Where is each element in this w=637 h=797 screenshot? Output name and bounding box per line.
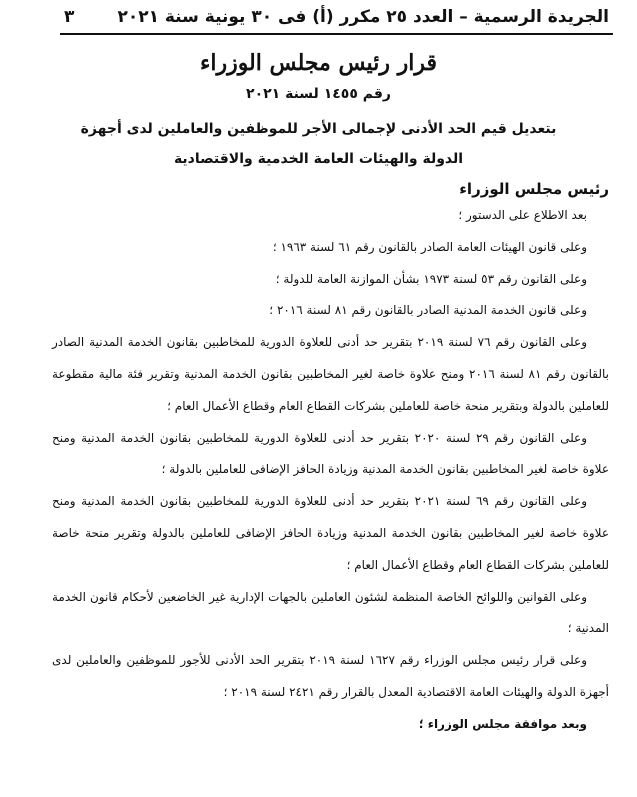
page-number: ٣ <box>64 7 75 27</box>
preamble-body <box>52 200 609 741</box>
preamble-closing: وبعد موافقة مجلس الوزراء ؛ <box>418 716 587 731</box>
preamble-paragraph: وعلى القانون رقم ٢٩ لسنة ٢٠٢٠ بتقرير حد أدنى للعلاوة الدورية للمخاطبين بقانون الخدمة المدنية ومنح علاوة خاصة لغير المخاطبين بقانون الخدمة المدنية وزيادة الحافز الإضافى للعاملين بالدولة ؛ <box>52 430 609 477</box>
preamble-paragraph: وعلى قانون الخدمة المدنية الصادر بالقانون رقم ٨١ لسنة ٢٠١٦ ؛ <box>269 303 587 318</box>
preamble-paragraph: وعلى القوانين واللوائح الخاصة المنظمة لشئون العاملين بالجهات الإدارية غير الخاضعين لأحكام قانون الخدمة المدنية ؛ <box>52 589 609 636</box>
preamble-paragraph: وعلى قرار رئيس مجلس الوزراء رقم ١٦٢٧ لسنة ٢٠١٩ بتقرير الحد الأدنى للأجور للموظفين والعاملين لدى أجهزة الدولة والهيئات العامة الاقتصادية المعدل بالقرار رقم ٢٤٢١ لسنة ٢٠١٩ ؛ <box>52 653 609 699</box>
preamble-paragraph: وعلى القانون رقم ٧٦ لسنة ٢٠١٩ بتقرير حد أدنى للعلاوة الدورية للمخاطبين بقانون الخدمة المدنية الصادر بالقانون رقم ٨١ لسنة ٢٠١٦ ومنح علاوة خاصة لغير المخاطبين بقانون الخدمة المدنية وتقرير فئة مالية مقطوعة للعاملين بالدولة وبتقرير منحة خاصة للعاملين بشركات القطاع العام وقطاع الأعمال العام ؛ <box>52 335 609 413</box>
decree-subject: بتعديل قيم الحد الأدنى لإجمالى الأجر للموظفين والعاملين لدى أجهزة الدولة والهيئات العامة الخدمية والاقتصادية <box>80 121 557 167</box>
preamble-paragraph: وعلى القانون رقم ٥٣ لسنة ١٩٧٣ بشأن الموازنة العامة للدولة ؛ <box>275 271 587 286</box>
publication-line: الجريدة الرسمية – العدد ٢٥ مكرر (أ) فى ٣٠ يونية سنة ٢٠٢١ <box>117 7 609 27</box>
header-divider <box>60 33 613 35</box>
preamble-heading: رئيس مجلس الوزراء <box>459 180 609 198</box>
decree-number: رقم ١٤٥٥ لسنة ٢٠٢١ <box>246 86 391 102</box>
decree-title: قرار رئيس مجلس الوزراء <box>199 50 437 76</box>
preamble-paragraph: وعلى القانون رقم ٦٩ لسنة ٢٠٢١ بتقرير حد أدنى للعلاوة الدورية للمخاطبين بقانون الخدمة المدنية ومنح علاوة خاصة لغير المخاطبين بقانون الخدمة المدنية وزيادة الحافز الإضافى للعاملين بالدولة وتقرير منحة خاصة للعاملين بشركات القطاع العام وقطاع الأعمال العام ؛ <box>52 494 609 572</box>
preamble-paragraph: بعد الاطلاع على الدستور ؛ <box>458 208 587 222</box>
running-header <box>64 4 609 30</box>
preamble-paragraph: وعلى قانون الهيئات العامة الصادر بالقانون رقم ٦١ لسنة ١٩٦٣ ؛ <box>272 239 587 254</box>
